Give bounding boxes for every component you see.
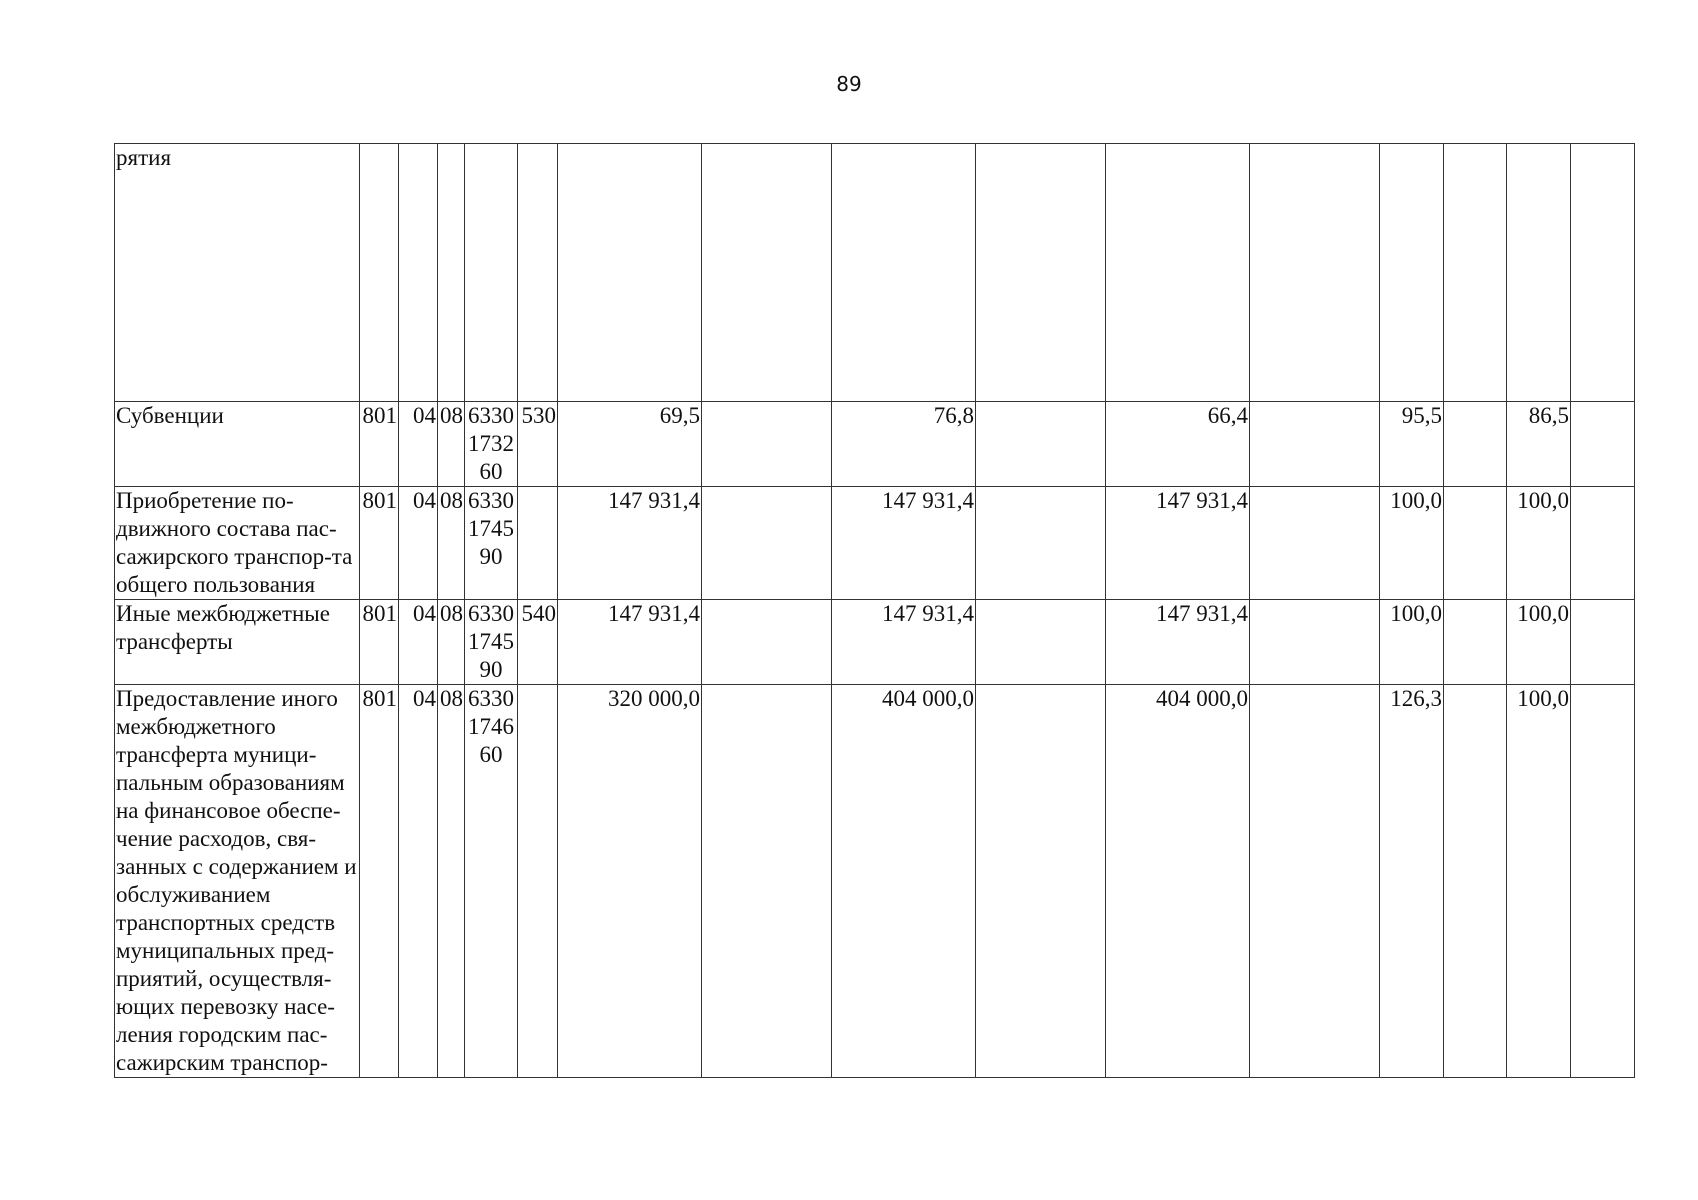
cell-vr: 530 (518, 402, 558, 487)
cell-empty (1571, 685, 1635, 1078)
cell-grbs: 801 (360, 402, 399, 487)
cell-empty (1444, 685, 1507, 1078)
csr-part: 6330 (468, 601, 514, 626)
cell-value-1 (558, 144, 702, 402)
cell-csr (465, 144, 518, 402)
csr-part: 6330 (468, 403, 514, 428)
cell-vr (518, 487, 558, 600)
cell-grbs (360, 144, 399, 402)
cell-rz: 04 (399, 402, 438, 487)
cell-empty (702, 487, 832, 600)
cell-empty (1444, 402, 1507, 487)
cell-empty (1444, 144, 1507, 402)
cell-value-1: 147 931,4 (558, 600, 702, 685)
cell-pr: 08 (438, 600, 465, 685)
cell-percent-1: 100,0 (1380, 600, 1444, 685)
cell-rz (399, 144, 438, 402)
cell-csr (465, 487, 518, 600)
cell-csr (465, 600, 518, 685)
cell-empty (702, 402, 832, 487)
cell-value-3 (1106, 144, 1250, 402)
csr-part: 6330 (468, 686, 514, 711)
csr-part: 1745 (468, 516, 514, 541)
csr-part: 6330 (468, 488, 514, 513)
cell-empty (1250, 402, 1380, 487)
cell-percent-1: 95,5 (1380, 402, 1444, 487)
cell-pr: 08 (438, 685, 465, 1078)
cell-empty (1250, 600, 1380, 685)
cell-empty (976, 600, 1106, 685)
cell-name: Предоставление иного межбюджетного трансферта муници-пальным образованиям на финансовое обеспе-чение расходов, свя-занных с содержанием и обслуживанием транспортных средств муниципальных пред-приятий, осуществля-ющих перевозку насе-ления городским пас-сажирским транспор- (115, 685, 360, 1078)
cell-value-2 (832, 144, 976, 402)
cell-percent-2: 100,0 (1507, 685, 1571, 1078)
cell-empty (1571, 144, 1635, 402)
cell-empty (1250, 487, 1380, 600)
cell-empty (702, 600, 832, 685)
cell-percent-1: 126,3 (1380, 685, 1444, 1078)
cell-empty (1444, 600, 1507, 685)
cell-pr (438, 144, 465, 402)
cell-value-3: 147 931,4 (1106, 600, 1250, 685)
cell-value-2: 147 931,4 (832, 487, 976, 600)
cell-value-3: 66,4 (1106, 402, 1250, 487)
cell-vr (518, 685, 558, 1078)
cell-empty (976, 685, 1106, 1078)
cell-value-3: 404 000,0 (1106, 685, 1250, 1078)
cell-vr (518, 144, 558, 402)
csr-part: 60 (479, 742, 503, 767)
cell-name: Субвенции (115, 402, 360, 487)
cell-grbs: 801 (360, 685, 399, 1078)
cell-name: Иные межбюджетные трансферты (115, 600, 360, 685)
cell-csr (465, 402, 518, 487)
budget-table (114, 143, 1635, 1078)
cell-empty (702, 685, 832, 1078)
cell-empty (1571, 600, 1635, 685)
csr-part: 60 (479, 459, 503, 484)
cell-grbs: 801 (360, 487, 399, 600)
cell-value-2: 404 000,0 (832, 685, 976, 1078)
page-number: 89 (836, 72, 862, 96)
cell-rz: 04 (399, 600, 438, 685)
cell-name: Приобретение по-движного состава пас-сажирского транспор-та общего пользования (115, 487, 360, 600)
cell-empty (976, 144, 1106, 402)
cell-value-1: 320 000,0 (558, 685, 702, 1078)
cell-value-1: 147 931,4 (558, 487, 702, 600)
cell-value-2: 147 931,4 (832, 600, 976, 685)
cell-csr (465, 685, 518, 1078)
csr-part: 90 (479, 544, 503, 569)
cell-percent-2 (1507, 144, 1571, 402)
cell-vr: 540 (518, 600, 558, 685)
cell-empty (1571, 487, 1635, 600)
cell-value-1: 69,5 (558, 402, 702, 487)
cell-value-2: 76,8 (832, 402, 976, 487)
cell-percent-2: 86,5 (1507, 402, 1571, 487)
csr-part: 1746 (468, 714, 514, 739)
cell-pr: 08 (438, 402, 465, 487)
cell-empty (1250, 144, 1380, 402)
cell-grbs: 801 (360, 600, 399, 685)
table-row (115, 600, 1635, 685)
cell-percent-2: 100,0 (1507, 487, 1571, 600)
cell-value-3: 147 931,4 (1106, 487, 1250, 600)
table-row (115, 685, 1635, 1078)
cell-percent-2: 100,0 (1507, 600, 1571, 685)
cell-rz: 04 (399, 487, 438, 600)
cell-empty (702, 144, 832, 402)
table-row (115, 402, 1635, 487)
csr-part: 90 (479, 657, 503, 682)
cell-empty (976, 402, 1106, 487)
csr-part: 1745 (468, 629, 514, 654)
table-row (115, 487, 1635, 600)
cell-empty (1250, 685, 1380, 1078)
table-row (115, 144, 1635, 402)
cell-percent-1 (1380, 144, 1444, 402)
cell-name: рятия (115, 144, 360, 402)
cell-empty (1444, 487, 1507, 600)
cell-percent-1: 100,0 (1380, 487, 1444, 600)
cell-rz: 04 (399, 685, 438, 1078)
cell-pr: 08 (438, 487, 465, 600)
csr-part: 1732 (468, 431, 514, 456)
cell-empty (1571, 402, 1635, 487)
cell-empty (976, 487, 1106, 600)
